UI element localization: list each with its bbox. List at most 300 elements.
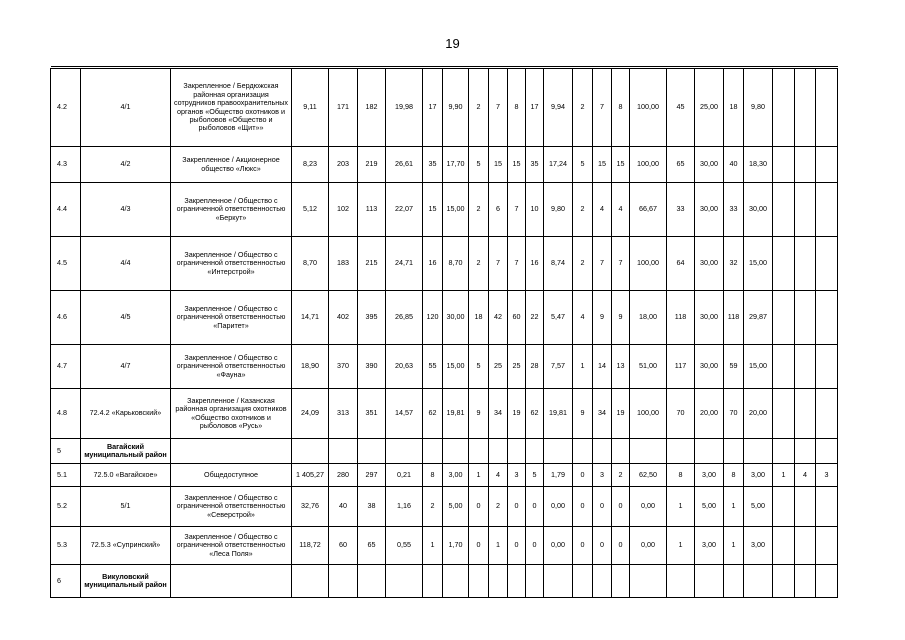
value-cell: 0 (573, 464, 593, 487)
value-cell: 7 (489, 69, 508, 147)
value-cell: 17 (423, 69, 443, 147)
value-cell: 370 (329, 345, 358, 389)
value-cell (816, 487, 838, 527)
value-cell: 17 (526, 69, 544, 147)
value-cell: 62 (423, 389, 443, 439)
value-cell: 2 (469, 237, 489, 291)
value-cell (630, 565, 667, 598)
area-code-cell: 4/2 (81, 147, 171, 183)
value-cell: 1 (667, 527, 695, 565)
row-number-cell: 4.7 (51, 345, 81, 389)
value-cell: 0,00 (544, 487, 573, 527)
value-cell (423, 565, 443, 598)
row-number-cell: 4.6 (51, 291, 81, 345)
value-cell: 34 (489, 389, 508, 439)
value-cell: 5 (573, 147, 593, 183)
page-number: 19 (445, 36, 460, 51)
table-row (51, 464, 838, 487)
value-cell (386, 565, 423, 598)
value-cell: 62,50 (630, 464, 667, 487)
value-cell (795, 527, 816, 565)
area-code-cell: 72.4.2 «Карьковский» (81, 389, 171, 439)
value-cell: 7 (612, 237, 630, 291)
value-cell: 1,79 (544, 464, 573, 487)
value-cell (508, 565, 526, 598)
row-number-cell: 5.2 (51, 487, 81, 527)
value-cell: 100,00 (630, 237, 667, 291)
value-cell: 3,00 (695, 527, 724, 565)
value-cell (612, 439, 630, 464)
value-cell: 5,12 (292, 183, 329, 237)
row-number-cell: 4.4 (51, 183, 81, 237)
value-cell: 0 (469, 527, 489, 565)
table-row (51, 527, 838, 565)
value-cell: 3 (816, 464, 838, 487)
value-cell: 25 (508, 345, 526, 389)
row-number-cell: 5 (51, 439, 81, 464)
value-cell: 1 (773, 464, 795, 487)
value-cell (773, 69, 795, 147)
description-cell: Закрепленное / Казанская районная организация охотников «Общество охотников и рыболовов «Русь» (171, 389, 292, 439)
value-cell: 15 (508, 147, 526, 183)
value-cell: 15 (612, 147, 630, 183)
value-cell: 13 (612, 345, 630, 389)
value-cell: 28 (526, 345, 544, 389)
value-cell (773, 291, 795, 345)
value-cell: 171 (329, 69, 358, 147)
description-cell (171, 439, 292, 464)
value-cell: 29,87 (744, 291, 773, 345)
value-cell: 102 (329, 183, 358, 237)
value-cell: 65 (667, 147, 695, 183)
value-cell: 38 (358, 487, 386, 527)
value-cell (773, 565, 795, 598)
value-cell (795, 389, 816, 439)
row-number-cell: 4.3 (51, 147, 81, 183)
value-cell: 2 (573, 183, 593, 237)
value-cell (773, 487, 795, 527)
value-cell: 66,67 (630, 183, 667, 237)
value-cell: 70 (724, 389, 744, 439)
value-cell: 9,90 (443, 69, 469, 147)
row-number-cell: 5.3 (51, 527, 81, 565)
value-cell: 34 (593, 389, 612, 439)
value-cell: 182 (358, 69, 386, 147)
value-cell: 64 (667, 237, 695, 291)
value-cell: 5,00 (744, 487, 773, 527)
value-cell: 118,72 (292, 527, 329, 565)
table-row (51, 291, 838, 345)
value-cell: 8,23 (292, 147, 329, 183)
value-cell: 18 (469, 291, 489, 345)
value-cell: 30,00 (695, 291, 724, 345)
value-cell: 19 (612, 389, 630, 439)
value-cell: 1 (469, 464, 489, 487)
value-cell: 0 (593, 527, 612, 565)
value-cell (773, 389, 795, 439)
value-cell (773, 345, 795, 389)
area-code-cell: 72.5.3 «Супринский» (81, 527, 171, 565)
value-cell: 26,61 (386, 147, 423, 183)
value-cell: 3,00 (695, 464, 724, 487)
row-number-cell: 4.8 (51, 389, 81, 439)
value-cell: 1,70 (443, 527, 469, 565)
value-cell: 14 (593, 345, 612, 389)
value-cell (508, 439, 526, 464)
value-cell: 100,00 (630, 69, 667, 147)
value-cell (816, 183, 838, 237)
value-cell: 7 (489, 237, 508, 291)
area-code-cell: 4/4 (81, 237, 171, 291)
value-cell (695, 565, 724, 598)
value-cell: 5,47 (544, 291, 573, 345)
value-cell: 0 (593, 487, 612, 527)
value-cell (744, 439, 773, 464)
value-cell: 4 (489, 464, 508, 487)
value-cell: 4 (573, 291, 593, 345)
value-cell (795, 487, 816, 527)
value-cell: 203 (329, 147, 358, 183)
value-cell (795, 69, 816, 147)
value-cell: 15 (593, 147, 612, 183)
value-cell: 4 (795, 464, 816, 487)
value-cell: 9,94 (544, 69, 573, 147)
value-cell (292, 439, 329, 464)
value-cell (526, 439, 544, 464)
value-cell: 25,00 (695, 69, 724, 147)
value-cell: 15,00 (744, 345, 773, 389)
value-cell: 5,00 (695, 487, 724, 527)
value-cell: 8,70 (292, 237, 329, 291)
value-cell: 219 (358, 147, 386, 183)
value-cell: 7 (508, 183, 526, 237)
value-cell: 7 (508, 237, 526, 291)
value-cell: 0,00 (630, 487, 667, 527)
value-cell: 100,00 (630, 389, 667, 439)
description-cell: Закрепленное / Общество с ограниченной ответственностью «Северстрой» (171, 487, 292, 527)
value-cell (593, 565, 612, 598)
row-number-cell: 6 (51, 565, 81, 598)
table-row (51, 147, 838, 183)
value-cell: 1 (724, 487, 744, 527)
value-cell (573, 565, 593, 598)
value-cell: 5 (469, 345, 489, 389)
value-cell: 65 (358, 527, 386, 565)
row-number-cell: 5.1 (51, 464, 81, 487)
value-cell (773, 439, 795, 464)
value-cell (744, 565, 773, 598)
table-row (51, 389, 838, 439)
value-cell: 2 (423, 487, 443, 527)
table-row (51, 345, 838, 389)
value-cell: 0,21 (386, 464, 423, 487)
value-cell: 8 (612, 69, 630, 147)
value-cell (795, 147, 816, 183)
value-cell: 3,00 (744, 527, 773, 565)
value-cell: 15,00 (443, 183, 469, 237)
value-cell: 24,09 (292, 389, 329, 439)
value-cell: 7 (593, 237, 612, 291)
value-cell: 8 (423, 464, 443, 487)
value-cell (443, 439, 469, 464)
value-cell: 17,70 (443, 147, 469, 183)
value-cell: 5,00 (443, 487, 469, 527)
value-cell: 2 (469, 69, 489, 147)
area-code-cell: 72.5.0 «Вагайское» (81, 464, 171, 487)
value-cell (816, 147, 838, 183)
value-cell (667, 565, 695, 598)
value-cell: 18 (724, 69, 744, 147)
value-cell: 9,80 (744, 69, 773, 147)
value-cell: 2 (469, 183, 489, 237)
value-cell: 0 (526, 527, 544, 565)
value-cell: 70 (667, 389, 695, 439)
value-cell: 0 (612, 527, 630, 565)
value-cell (773, 237, 795, 291)
value-cell (544, 439, 573, 464)
value-cell: 9,11 (292, 69, 329, 147)
data-table (50, 66, 838, 598)
value-cell: 215 (358, 237, 386, 291)
value-cell: 40 (329, 487, 358, 527)
value-cell: 1 (423, 527, 443, 565)
value-cell: 113 (358, 183, 386, 237)
value-cell (795, 565, 816, 598)
value-cell: 59 (724, 345, 744, 389)
value-cell: 2 (612, 464, 630, 487)
value-cell: 4 (593, 183, 612, 237)
value-cell (816, 291, 838, 345)
value-cell (795, 439, 816, 464)
value-cell: 390 (358, 345, 386, 389)
value-cell: 183 (329, 237, 358, 291)
value-cell: 60 (329, 527, 358, 565)
value-cell: 9 (469, 389, 489, 439)
value-cell: 0 (573, 527, 593, 565)
value-cell: 35 (423, 147, 443, 183)
value-cell: 7,57 (544, 345, 573, 389)
value-cell (593, 439, 612, 464)
value-cell: 14,57 (386, 389, 423, 439)
value-cell (358, 565, 386, 598)
value-cell: 0 (469, 487, 489, 527)
value-cell: 32 (724, 237, 744, 291)
value-cell: 1,16 (386, 487, 423, 527)
value-cell: 17,24 (544, 147, 573, 183)
value-cell: 14,71 (292, 291, 329, 345)
value-cell: 26,85 (386, 291, 423, 345)
value-cell (816, 389, 838, 439)
value-cell (329, 439, 358, 464)
value-cell: 30,00 (744, 183, 773, 237)
area-code-cell: Вагайский муниципальный район (81, 439, 171, 464)
value-cell: 5 (526, 464, 544, 487)
value-cell (292, 565, 329, 598)
value-cell: 16 (526, 237, 544, 291)
value-cell (773, 527, 795, 565)
description-cell: Закрепленное / Общество с ограниченной ответственностью «Леса Поля» (171, 527, 292, 565)
value-cell: 1 405,27 (292, 464, 329, 487)
description-cell: Закрепленное / Общество с ограниченной ответственностью «Паритет» (171, 291, 292, 345)
table-row (51, 439, 838, 464)
area-code-cell: 5/1 (81, 487, 171, 527)
value-cell: 25 (489, 345, 508, 389)
table-row (51, 183, 838, 237)
value-cell: 9,80 (544, 183, 573, 237)
value-cell (667, 439, 695, 464)
value-cell: 3,00 (443, 464, 469, 487)
value-cell (489, 565, 508, 598)
table-row (51, 487, 838, 527)
area-code-cell: 4/1 (81, 69, 171, 147)
value-cell: 9 (612, 291, 630, 345)
value-cell (795, 345, 816, 389)
value-cell: 118 (667, 291, 695, 345)
value-cell (489, 439, 508, 464)
value-cell: 5 (469, 147, 489, 183)
value-cell (724, 439, 744, 464)
value-cell (816, 69, 838, 147)
value-cell: 15,00 (744, 237, 773, 291)
value-cell: 297 (358, 464, 386, 487)
value-cell: 20,00 (695, 389, 724, 439)
value-cell: 8 (667, 464, 695, 487)
description-cell: Общедоступное (171, 464, 292, 487)
value-cell (773, 183, 795, 237)
value-cell (469, 565, 489, 598)
value-cell (816, 345, 838, 389)
description-cell: Закрепленное / Акционерное общество «Люкс» (171, 147, 292, 183)
value-cell: 0 (508, 527, 526, 565)
value-cell: 4 (612, 183, 630, 237)
value-cell (469, 439, 489, 464)
value-cell: 0,00 (544, 527, 573, 565)
value-cell (795, 183, 816, 237)
value-cell: 1 (667, 487, 695, 527)
value-cell: 33 (724, 183, 744, 237)
value-cell: 9 (593, 291, 612, 345)
value-cell: 0 (508, 487, 526, 527)
value-cell: 6 (489, 183, 508, 237)
value-cell (630, 439, 667, 464)
value-cell: 9 (573, 389, 593, 439)
table-row (51, 565, 838, 598)
value-cell: 395 (358, 291, 386, 345)
value-cell (386, 439, 423, 464)
value-cell: 42 (489, 291, 508, 345)
value-cell (724, 565, 744, 598)
row-number-cell: 4.2 (51, 69, 81, 147)
value-cell (816, 439, 838, 464)
value-cell: 100,00 (630, 147, 667, 183)
value-cell: 3,00 (744, 464, 773, 487)
value-cell: 7 (593, 69, 612, 147)
value-cell: 8 (724, 464, 744, 487)
value-cell: 24,71 (386, 237, 423, 291)
value-cell: 18,90 (292, 345, 329, 389)
value-cell: 20,63 (386, 345, 423, 389)
value-cell (695, 439, 724, 464)
value-cell (526, 565, 544, 598)
value-cell: 0 (526, 487, 544, 527)
value-cell: 0,00 (630, 527, 667, 565)
value-cell: 20,00 (744, 389, 773, 439)
value-cell: 30,00 (443, 291, 469, 345)
value-cell: 18,30 (744, 147, 773, 183)
value-cell: 280 (329, 464, 358, 487)
value-cell: 51,00 (630, 345, 667, 389)
value-cell: 118 (724, 291, 744, 345)
value-cell (816, 565, 838, 598)
value-cell: 19,81 (443, 389, 469, 439)
value-cell (423, 439, 443, 464)
value-cell: 313 (329, 389, 358, 439)
value-cell: 8 (508, 69, 526, 147)
value-cell: 0 (573, 487, 593, 527)
value-cell (795, 237, 816, 291)
value-cell (358, 439, 386, 464)
value-cell: 22,07 (386, 183, 423, 237)
value-cell (329, 565, 358, 598)
area-code-cell: 4/5 (81, 291, 171, 345)
value-cell: 35 (526, 147, 544, 183)
value-cell: 1 (724, 527, 744, 565)
value-cell: 19,98 (386, 69, 423, 147)
value-cell: 8,74 (544, 237, 573, 291)
description-cell: Закрепленное / Бердюжская районная организация сотрудников правоохранительных органов «Общество охотников и рыболовов «Общество и рыболовов «Щит»» (171, 69, 292, 147)
value-cell: 1 (489, 527, 508, 565)
value-cell: 3 (508, 464, 526, 487)
value-cell: 19,81 (544, 389, 573, 439)
value-cell: 402 (329, 291, 358, 345)
value-cell: 2 (573, 237, 593, 291)
value-cell: 15,00 (443, 345, 469, 389)
value-cell (612, 565, 630, 598)
value-cell: 3 (593, 464, 612, 487)
table-row (51, 69, 838, 147)
value-cell: 30,00 (695, 345, 724, 389)
value-cell: 19 (508, 389, 526, 439)
value-cell: 8,70 (443, 237, 469, 291)
value-cell: 45 (667, 69, 695, 147)
value-cell: 16 (423, 237, 443, 291)
value-cell: 30,00 (695, 147, 724, 183)
value-cell (573, 439, 593, 464)
value-cell (795, 291, 816, 345)
value-cell: 60 (508, 291, 526, 345)
value-cell: 62 (526, 389, 544, 439)
value-cell: 120 (423, 291, 443, 345)
value-cell: 15 (489, 147, 508, 183)
value-cell: 2 (573, 69, 593, 147)
value-cell: 0 (612, 487, 630, 527)
value-cell: 117 (667, 345, 695, 389)
area-code-cell: Викуловский муниципальный район (81, 565, 171, 598)
table-row (51, 237, 838, 291)
value-cell: 30,00 (695, 183, 724, 237)
area-code-cell: 4/3 (81, 183, 171, 237)
value-cell: 1 (573, 345, 593, 389)
description-cell (171, 565, 292, 598)
value-cell: 351 (358, 389, 386, 439)
value-cell (816, 527, 838, 565)
value-cell: 30,00 (695, 237, 724, 291)
value-cell (544, 565, 573, 598)
area-code-cell: 4/7 (81, 345, 171, 389)
value-cell: 40 (724, 147, 744, 183)
value-cell (443, 565, 469, 598)
value-cell (816, 237, 838, 291)
